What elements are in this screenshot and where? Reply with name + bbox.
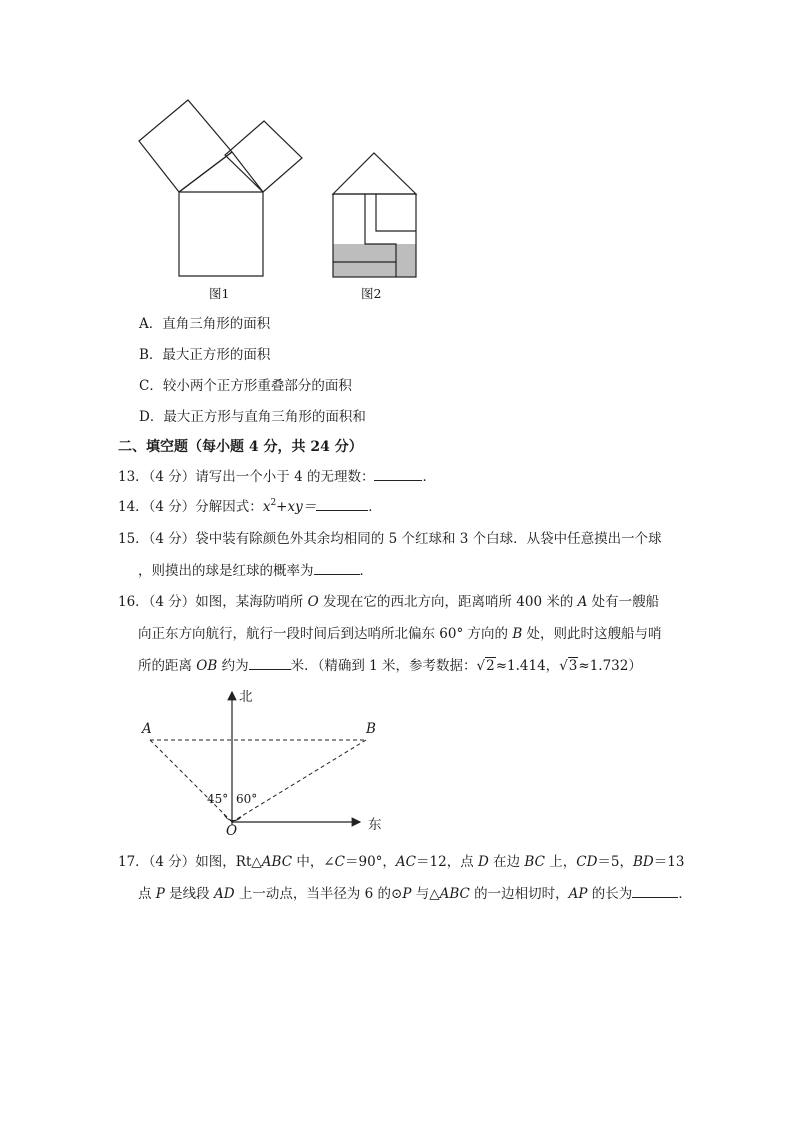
- angle-60-label: 60°: [236, 792, 258, 806]
- text: ＝13: [653, 854, 685, 870]
- text: 处，则此时这艘船与哨: [522, 626, 662, 642]
- var: BD: [632, 854, 654, 870]
- text: 上一动点，当半径为 6 的⊙: [234, 886, 403, 902]
- text: 的长为: [587, 886, 633, 902]
- question-15-text: ，则摸出的球是红球的概率为: [138, 563, 314, 579]
- fig2-shaded-region: [396, 244, 416, 277]
- text: 上，: [544, 854, 577, 870]
- text: ≈1.414，: [495, 658, 560, 674]
- var: CD: [576, 854, 598, 870]
- question-15-end: ．: [359, 563, 373, 579]
- text: 在边: [488, 854, 525, 870]
- text: 是线段: [164, 886, 214, 902]
- east-label: 东: [368, 817, 382, 833]
- expr-rest: +xy＝: [276, 499, 317, 515]
- text: 的一边相切时，: [469, 886, 569, 902]
- question-14: [118, 498, 382, 518]
- section-title: 二、填空题（每小题 4 分，共 24 分）: [118, 439, 363, 455]
- radicand: 2: [486, 658, 495, 674]
- text: 所的距离: [138, 658, 197, 674]
- fig1-large-square: [179, 192, 263, 276]
- answer-blank: [374, 468, 422, 481]
- var: P: [402, 886, 412, 902]
- sqrt-symbol: √3: [559, 658, 578, 674]
- text: 17．（4 分）如图，Rt△: [118, 854, 262, 870]
- option-a: A．直角三角形的面积: [139, 316, 271, 332]
- text: ＝90°，: [344, 854, 396, 870]
- expr-exponent: 2: [270, 498, 277, 508]
- option-d: D．最大正方形与直角三角形的面积和: [139, 409, 366, 425]
- question-17-line-1: [118, 853, 684, 871]
- fig1-right-square: [225, 121, 302, 192]
- angle-45-label: 45°: [207, 792, 229, 806]
- figure-1: [0, 0, 794, 310]
- var-o: O: [307, 594, 319, 610]
- segment-oa: [150, 740, 232, 822]
- answer-blank: [632, 885, 678, 898]
- option-b: B．最大正方形的面积: [139, 347, 271, 363]
- var-ob: OB: [196, 658, 218, 674]
- north-label: 北: [239, 689, 253, 705]
- text: 向正东方向航行，航行一段时间后到达哨所北偏东 60° 方向的: [138, 626, 513, 642]
- var: BC: [524, 854, 545, 870]
- var: ABC: [261, 854, 293, 870]
- text: 中，∠: [292, 854, 335, 870]
- question-17-line-2: [138, 885, 692, 903]
- var: P: [155, 886, 165, 902]
- var: AP: [568, 886, 588, 902]
- question-14-end: ．: [368, 499, 382, 515]
- text: 点: [138, 886, 156, 902]
- var-a: A: [577, 594, 588, 610]
- fig2-inner-square: [376, 194, 416, 231]
- compass-diagram: [0, 680, 794, 840]
- segment-ob: [232, 740, 366, 822]
- text: ．: [678, 886, 692, 902]
- answer-blank: [249, 657, 291, 670]
- question-15-line-2: [138, 562, 373, 580]
- question-16-line-1: [118, 593, 659, 611]
- var: AD: [213, 886, 235, 902]
- figure-2: [333, 153, 416, 277]
- text: 处有一艘船: [587, 594, 660, 610]
- var: ABC: [439, 886, 470, 902]
- var-b: B: [512, 626, 523, 642]
- text: 约为: [217, 658, 249, 674]
- var: C: [334, 854, 345, 870]
- text: 米．（精确到 1 米，参考数据：: [290, 658, 477, 674]
- text: ＝12，点: [416, 854, 478, 870]
- sqrt-symbol: √2: [476, 658, 495, 674]
- radicand: 3: [568, 658, 578, 674]
- question-16-line-2: [138, 625, 662, 643]
- question-16-line-3: [138, 657, 642, 675]
- point-a-label: A: [142, 721, 152, 737]
- fig1-triangle-leg: [179, 152, 232, 192]
- figure-1-label: 图1: [209, 286, 230, 301]
- text: 16．（4 分）如图，某海防哨所: [118, 594, 308, 610]
- text: 与△: [411, 886, 440, 902]
- var: D: [478, 854, 489, 870]
- option-c: C．较小两个正方形重叠部分的面积: [139, 378, 352, 394]
- answer-blank: [316, 498, 368, 511]
- question-14-text: 14．（4 分）分解因式：: [118, 499, 263, 515]
- question-13-text: 13．（4 分）请写出一个小于 4 的无理数：: [118, 469, 375, 485]
- question-13-end: ．: [422, 469, 436, 485]
- point-o-label: O: [226, 823, 238, 839]
- point-b-label: B: [366, 721, 376, 737]
- question-15-line-1: 15．（4 分）袋中装有除颜色外其余均相同的 5 个红球和 3 个白球．从袋中任意摸出一个球: [118, 531, 662, 547]
- question-13: [118, 468, 436, 486]
- figure-2-label: 图2: [361, 286, 382, 301]
- var: AC: [395, 854, 417, 870]
- fig1-triangle-leg: [232, 152, 263, 192]
- answer-blank: [314, 562, 360, 575]
- expr-var: x: [262, 499, 271, 515]
- text: ≈1.732）: [578, 658, 642, 674]
- fig2-roof-triangle: [333, 153, 416, 194]
- text: ＝5，: [597, 854, 633, 870]
- fig1-left-square: [139, 100, 232, 192]
- text: 发现在它的西北方向，距离哨所 400 米的: [318, 594, 578, 610]
